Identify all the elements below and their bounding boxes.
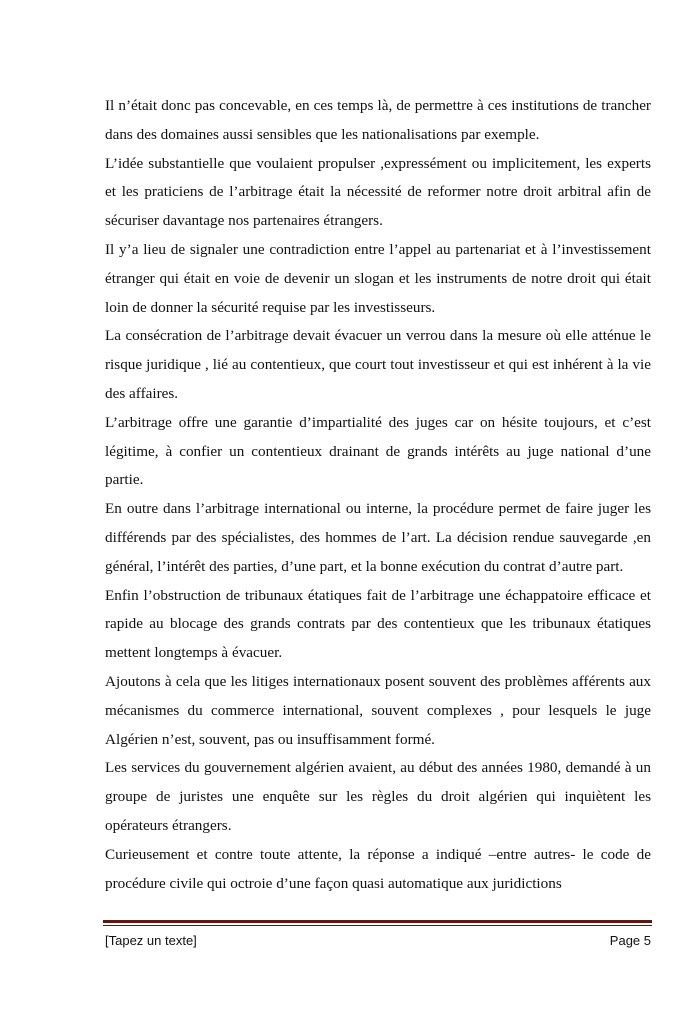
paragraph-4: La consécration de l’arbitrage devait évacuer un verrou dans la mesure où elle atténue le risque juridique , lié au contentieux, que court tout investisseur et qui est inhérent à la vie des affaires.	[105, 327, 651, 402]
paragraph-10: Curieusement et contre toute attente, la réponse a indiqué –entre autres- le code de procédure civile qui octroie d’une façon quasi automatique aux juridictions	[105, 845, 651, 892]
paragraph-5: L’arbitrage offre une garantie d’impartialité des juges car on hésite toujours, et c’est légitime, à confier un contentieux drainant de grands intérêts au juge national d’une partie.	[105, 413, 651, 489]
paragraph-2: L’idée substantielle que voulaient propulser ,expressément ou implicitement, les experts et les praticiens de l’arbitrage était la nécessité de reformer notre droit arbitral afin de sécuriser davantage nos partenaires étrangers.	[105, 154, 651, 230]
page-number: Page 5	[609, 933, 651, 948]
paragraph-7: Enfin l’obstruction de tribunaux étatiques fait de l’arbitrage une échappatoire efficace et rapide au blocage des grands contrats par des contentieux que les tribunaux étatiques mettent longtemps à évacuer.	[105, 586, 651, 662]
footer-rule-thin	[103, 925, 652, 926]
footer-rule-thick	[103, 920, 652, 923]
paragraph-3: Il y’a lieu de signaler une contradiction entre l’appel au partenariat et à l’investissement étranger qui était en voie de devenir un slogan et les instruments de notre droit qui était loin de donner la sécurité requise par les investisseurs.	[105, 240, 651, 316]
paragraph-8: Ajoutons à cela que les litiges internationaux posent souvent des problèmes afférents aux mécanismes du commerce international, souvent complexes , pour lesquels le juge Algérien n’est, souvent, pas ou insuffisamment formé.	[105, 672, 651, 748]
body-text	[105, 92, 651, 898]
footer-placeholder-text: [Tapez un texte]	[105, 933, 197, 948]
paragraph-9: Les services du gouvernement algérien avaient, au début des années 1980, demandé à un groupe de juristes une enquête sur les règles du droit algérien qui inquiètent les opérateurs étrangers.	[105, 759, 651, 834]
paragraph-1: Il n’était donc pas concevable, en ces temps là, de permettre à ces institutions de trancher dans des domaines aussi sensibles que les nationalisations par exemple.	[105, 97, 651, 143]
paragraph-6: En outre dans l’arbitrage international ou interne, la procédure permet de faire juger les différends par des spécialistes, des hommes de l’art. La décision rendue sauvegarde ,en général, l’intérêt des parties, d’une part, et la bonne exécution du contrat d’autre part.	[105, 500, 651, 575]
